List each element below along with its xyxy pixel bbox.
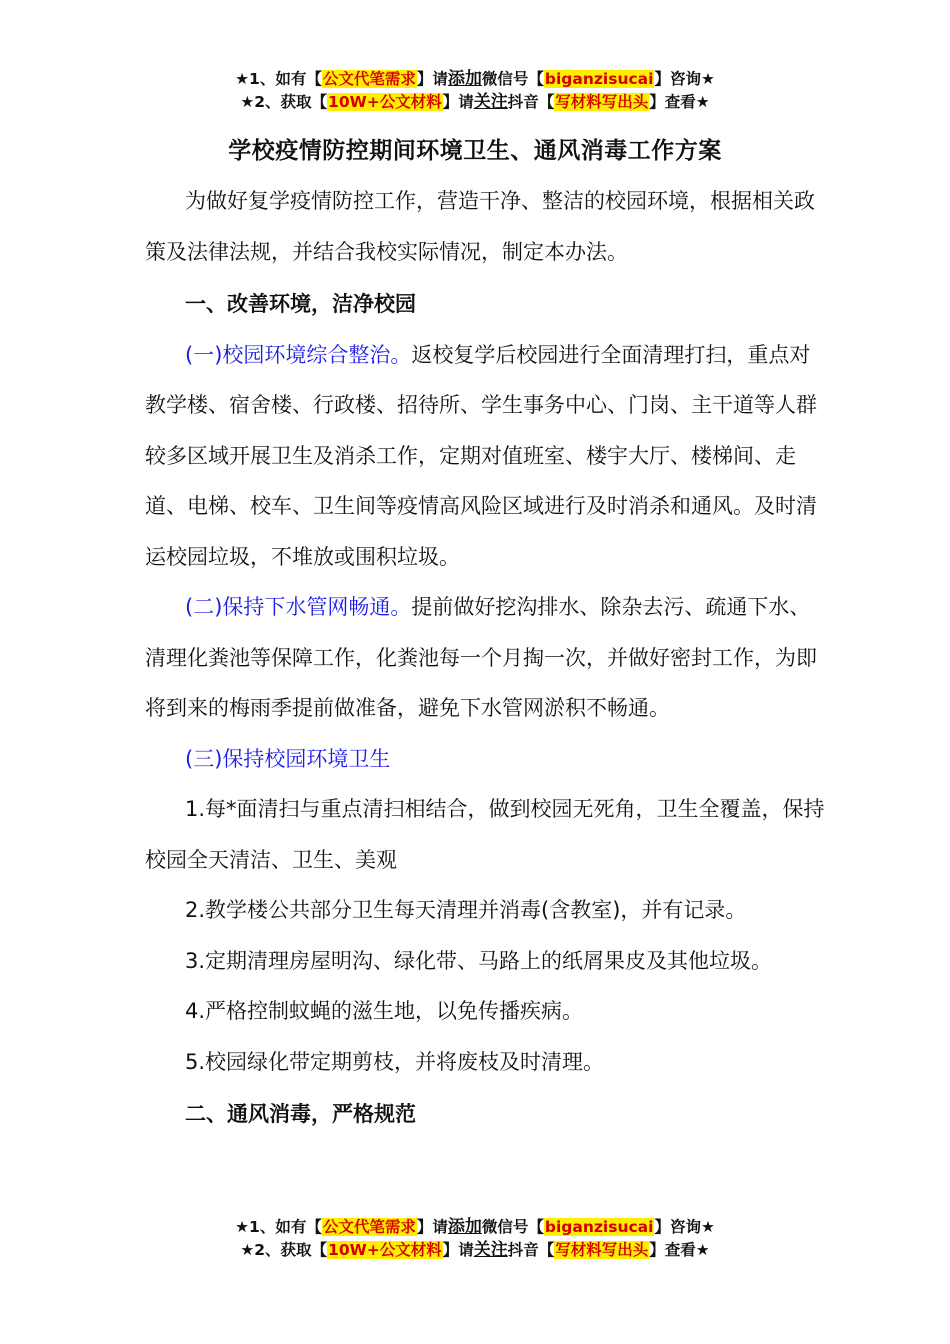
s1-paragraph-2 xyxy=(145,582,825,734)
promo-highlight: 写材料写出头 xyxy=(555,93,649,111)
star-icon: ★ xyxy=(235,1218,250,1236)
s1-subheading-3: (三)保持校园环境卫生 xyxy=(185,746,391,771)
s1-paragraph-1 xyxy=(145,330,825,583)
promo-text: 】请 xyxy=(442,1241,474,1259)
promo-highlight: 10W+公文材料 xyxy=(328,93,442,111)
star-icon: ★ xyxy=(240,93,255,111)
list-item: 3.定期清理房屋明沟、绿化带、马路上的纸屑果皮及其他垃圾。 xyxy=(185,948,773,973)
promo-emphasis: 关注 xyxy=(473,92,508,112)
promo-text: 抖音【 xyxy=(507,93,555,111)
promo-highlight: 写材料写出头 xyxy=(555,1241,649,1259)
s1-p2-body: 提前做好挖沟排水、除杂去污、疏通下水、清理化粪池等保障工作，化粪池每一个月掏一次，并做好密封工作，为即将到来的梅雨季提前做准备，避免下水管网淤积不畅通。 xyxy=(145,595,817,720)
promo-text: 2、获取【 xyxy=(254,93,328,111)
promo-line-2 xyxy=(0,1239,950,1262)
s1-p1-body: 返校复学后校园进行全面清理打扫，重点对教学楼、宿舍楼、行政楼、招待所、学生事务中心、门岗、主干道等人群较多区域开展卫生及消杀工作，定期对值班室、楼宇大厅、楼梯间、走道、电梯、校车、卫生间等疫情高风险区域进行及时消杀和通风。及时清运校园垃圾，不堆放或围积垃圾。 xyxy=(145,342,817,569)
promo-text: 抖音【 xyxy=(507,1241,555,1259)
promo-highlight: 公文代笔需求 xyxy=(322,70,416,88)
promo-highlight: 公文代笔需求 xyxy=(322,1218,416,1236)
promo-line-2 xyxy=(0,91,950,114)
promo-text: 1、如有【 xyxy=(249,1218,322,1236)
section1-heading: 一、改善环境，洁净校园 xyxy=(185,292,416,316)
promo-banner-top xyxy=(0,68,950,114)
promo-highlight: biganzisucai xyxy=(544,70,654,88)
promo-highlight: biganzisucai xyxy=(544,1218,654,1236)
promo-line-1 xyxy=(0,68,950,91)
promo-text: 】咨询★ xyxy=(654,70,715,88)
promo-text: 】咨询★ xyxy=(654,1218,715,1236)
promo-text: 微信号【 xyxy=(481,1218,544,1236)
promo-text: 】请 xyxy=(442,93,474,111)
promo-text: 1、如有【 xyxy=(249,70,322,88)
promo-text: 】查看★ xyxy=(649,93,710,111)
promo-emphasis: 关注 xyxy=(473,1240,508,1260)
promo-banner-bottom xyxy=(0,1216,950,1262)
s1-subheading-1: (一)校园环境综合整治。 xyxy=(185,342,412,367)
section2-heading: 二、通风消毒，严格规范 xyxy=(185,1102,416,1126)
s1-paragraph-3 xyxy=(145,734,825,785)
list-item: 1.每*面清扫与重点清扫相结合，做到校园无死角，卫生全覆盖，保持校园全天清洁、卫生、美观 xyxy=(145,797,825,872)
document-body xyxy=(145,176,825,1140)
promo-text: 2、获取【 xyxy=(254,1241,328,1259)
document-title: 学校疫情防控期间环境卫生、通风消毒工作方案 xyxy=(228,138,722,164)
list-item: 4.严格控制蚊蝇的滋生地，以免传播疾病。 xyxy=(185,999,584,1023)
intro-paragraph: 为做好复学疫情防控工作，营造干净、整洁的校园环境，根据相关政策及法律法规，并结合我校实际情况，制定本办法。 xyxy=(145,189,815,264)
s1-subheading-2: (二)保持下水管网畅通。 xyxy=(185,595,412,619)
promo-emphasis: 添加 xyxy=(447,69,482,89)
list-item: 2.教学楼公共部分卫生每天清理并消毒(含教室)，并有记录。 xyxy=(185,898,747,922)
list-item: 5.校园绿化带定期剪枝，并将废枝及时清理。 xyxy=(185,1049,605,1074)
promo-emphasis: 添加 xyxy=(447,1217,482,1237)
promo-text: 微信号【 xyxy=(481,70,544,88)
star-icon: ★ xyxy=(235,70,250,88)
promo-text: 】请 xyxy=(416,70,448,88)
promo-line-1 xyxy=(0,1216,950,1239)
promo-text: 】请 xyxy=(416,1218,448,1236)
promo-text: 】查看★ xyxy=(649,1241,710,1259)
promo-highlight: 10W+公文材料 xyxy=(328,1241,442,1259)
star-icon: ★ xyxy=(240,1241,255,1259)
